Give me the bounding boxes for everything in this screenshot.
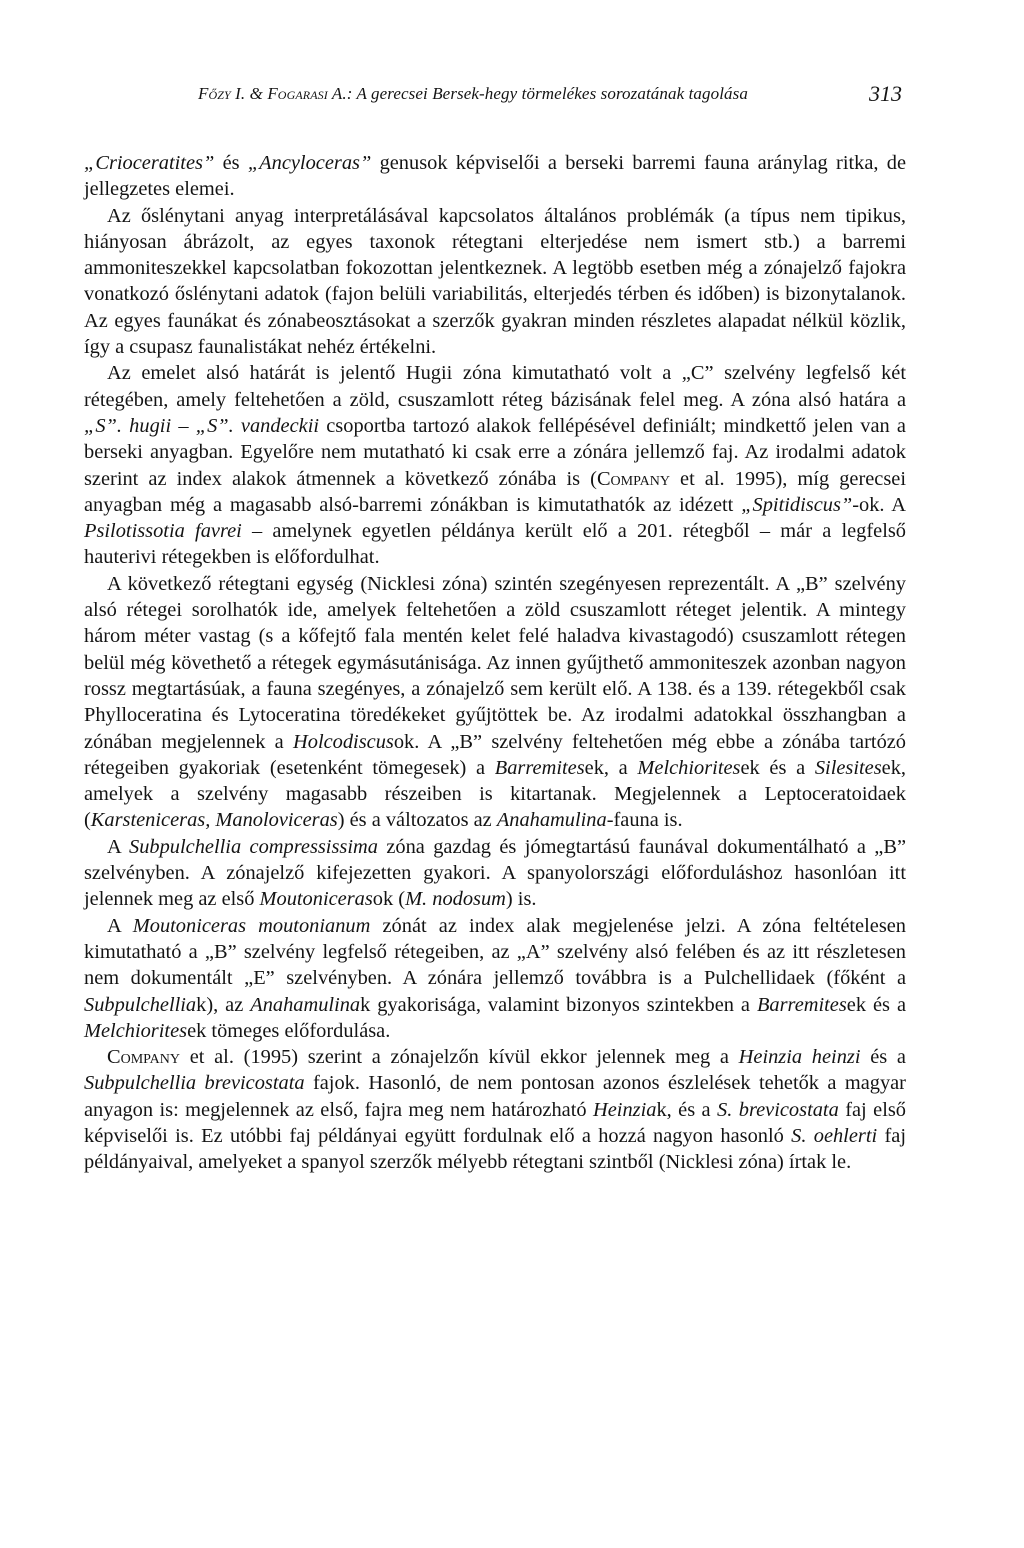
text-run: et al. (1995) szerint a zónajelzőn kívül ekkor jelennek meg a: [180, 1046, 739, 1069]
italic-term: „Ancyloceras”: [247, 152, 372, 174]
author-1: Főzy I.: [198, 84, 246, 103]
italic-term: „Spitidiscus”: [741, 493, 853, 516]
text-run: A: [107, 914, 133, 937]
italic-term: „S”. hugii: [84, 414, 172, 437]
paragraph-3: [84, 360, 906, 570]
title-colon: :: [346, 84, 353, 103]
paragraph-5: [84, 834, 906, 913]
text-run: faj első képviselői is. Ez utóbbi faj példányai együtt fordulnak elő a hozzá nagyon hasonló: [84, 1098, 906, 1147]
text-run: csoportba tartozó alakok fellépésével definiált; mindkettő jelen van a berseki anyagban. Egyelőre nem mutatható ki csak erre a zónára jellemző faj. Az irodalmi adatok szerint az index alakok átmennek a következő zónába is (: [84, 414, 906, 490]
text-run: -ok. A: [852, 493, 906, 516]
article-title: A gerecsei Bersek-hegy törmelékes sorozatának tagolása: [356, 84, 748, 103]
text-run: faj példányaival, amelyeket a spanyol szerzők mélyebb rétegtani szintből (Nicklesi zóna) írtak le.: [84, 1124, 906, 1174]
paragraph-2: [84, 203, 906, 361]
text-run: -fauna is.: [606, 809, 683, 832]
italic-term: Psilotissotia favrei: [84, 520, 242, 543]
italic-term: Moutoniceras: [259, 888, 373, 911]
italic-term: Subpulchellia: [84, 993, 197, 1016]
text-run: ok (: [372, 888, 406, 911]
italic-term: Heinzia heinzi: [738, 1046, 861, 1069]
text-run: k gyakorisága, valamint bizonyos szintekben a: [360, 993, 757, 1016]
paragraph-4: [84, 571, 906, 834]
italic-term: Anahamulina: [250, 993, 361, 1016]
italic-term: „Crioceratites”: [84, 152, 215, 174]
body-text: [84, 150, 906, 1176]
ampersand: &: [249, 84, 263, 103]
text-run: Az emelet alsó határát is jelentő Hugii zóna kimutatható volt a „C” szelvény legfelső két rétegében, amely feltehetően a zöld, csuszamlott réteg bázisának felel meg. A zóna alsó határa a: [84, 362, 906, 411]
italic-term: S. brevicostata: [717, 1098, 839, 1121]
text-run: ) is.: [505, 888, 537, 911]
paragraph-6: [84, 913, 906, 1044]
text-run: ek és a: [846, 993, 906, 1016]
italic-term: „S”. vandeckii: [195, 414, 320, 437]
text-run: ) és a változatos az: [337, 809, 497, 832]
text-run: ek, amelyek a szelvény magasabb részeiben is kitartanak. Megjelennek a Leptoceratoidaek (: [84, 756, 907, 832]
text-run: zónát az index alak megjelenése jelzi. A zóna feltételesen kimutatható a „B” szelvény legfelső rétegeiben, az „A” szelvény alsó felében és az itt részletesen nem dokumentált „E” szelvényben. A zónára jellemző továbbra is a Pulchellidaek (főként a: [84, 914, 907, 990]
text-run: genusok képviselői a berseki barremi fauna aránylag ritka, de jellegzetes elemei.: [84, 152, 907, 201]
page-number: 313: [869, 81, 902, 106]
running-header: [198, 81, 906, 114]
author-citation: Company: [107, 1046, 180, 1069]
italic-term: Barremites: [494, 756, 585, 779]
text-run: –: [171, 414, 196, 437]
italic-term: Moutoniceras moutonianum: [132, 914, 371, 937]
text-run: és: [214, 152, 248, 174]
text-run: Az őslénytani anyag interpretálásával kapcsolatos általános problémák (a típus nem tipikus, hiányosan ábrázolt, az egyes taxonok rétegtani elterjedése nem ismert stb.) a barremi ammoniteszekkel kapcsolatban fokozottan jelentkeznek. A legtöbb esetben még a zónajelző fajokra vonatkozó őslénytani adatok (fajon belüli variabilitás, elterjedés térben és időben) is bizonytalanok. Az egyes faunákat és zónabeosztásokat a szerzők gyakran minden részletes alapadat nélkül közlik, így a csupasz faunalistákat nehéz értékelni.: [84, 204, 906, 359]
paragraph-7: [84, 1044, 906, 1175]
text-run: k, és a: [656, 1098, 718, 1121]
text-run: zóna gazdag és jómegtartású faunával dokumentálható a „B” szelvényben. A zónajelző kifejezetten gyakori. A spanyolországi előforduláshoz hasonlóan itt jelennek meg az első: [84, 835, 906, 911]
text-run: és a: [860, 1046, 906, 1069]
author-2: Fogarasi A.: [267, 84, 347, 103]
italic-term: Melchiorites: [637, 756, 741, 779]
italic-term: Subpulchellia compressissima: [129, 835, 378, 858]
italic-term: Barremites: [756, 993, 847, 1016]
running-title: [198, 84, 748, 104]
italic-term: S. oehlerti: [791, 1124, 878, 1147]
italic-term: Karsteniceras, Manoloviceras: [90, 809, 338, 832]
italic-term: Heinzia: [593, 1098, 657, 1121]
italic-term: M. nodosum: [405, 888, 506, 911]
italic-term: Anahamulina: [496, 809, 607, 832]
text-run: et al. 1995), míg gerecsei anyagban még a magasabb alsó-barremi zónákban is kimutathatók az idézett: [84, 467, 906, 516]
text-run: fajok. Hasonló, de nem pontosan azonos észlelések tehetők a magyar anyagon is: megjelennek az első, fajra meg nem határozható: [84, 1072, 906, 1121]
italic-term: Melchiorites: [84, 1019, 188, 1042]
italic-term: Subpulchellia brevicostata: [84, 1072, 305, 1095]
italic-term: Holcodiscus: [293, 730, 394, 753]
text-run: – amelynek egyetlen példánya került elő a 201. rétegből – már a legfelső hauterivi rétegekben is előfordulhat.: [84, 520, 906, 569]
author-citation: Company: [596, 467, 670, 490]
text-run: ek és a: [740, 756, 815, 779]
text-run: ek, a: [584, 756, 638, 779]
text-run: A következő rétegtani egység (Nicklesi zóna) szintén szegényesen reprezentált. A „B” szelvény alsó rétegei sorolhatók ide, amelyek feltehetően a zöld csuszamlott réteget jelentik. A mintegy három méter vastag (s a kőfejtő fala mentén kelet felé haladva kivastagodó) csuszamlott rétegen belül még követhető a rétegek egymásutánisága. Az innen gyűjthető ammoniteszek azonban nagyon rossz megtartásúak, a fauna szegényes, a zónajelző sem került elő. A 138. és a 139. rétegekből csak Phylloceratina és Lytoceratina töredékeket gyűjtöttek be. Az irodalmi adatokkal összhangban a zónában megjelennek a: [84, 572, 906, 753]
text-run: k), az: [196, 993, 251, 1016]
text-run: A: [107, 835, 130, 858]
italic-term: Silesites: [814, 756, 882, 779]
text-run: ok. A „B” szelvény feltehetően még ebbe a zónába tartózó rétegeiben gyakoriak (esetenként tömegesek) a: [84, 730, 907, 779]
text-run: ek tömeges előfordulása.: [187, 1019, 391, 1042]
paragraph-1: [84, 150, 906, 203]
